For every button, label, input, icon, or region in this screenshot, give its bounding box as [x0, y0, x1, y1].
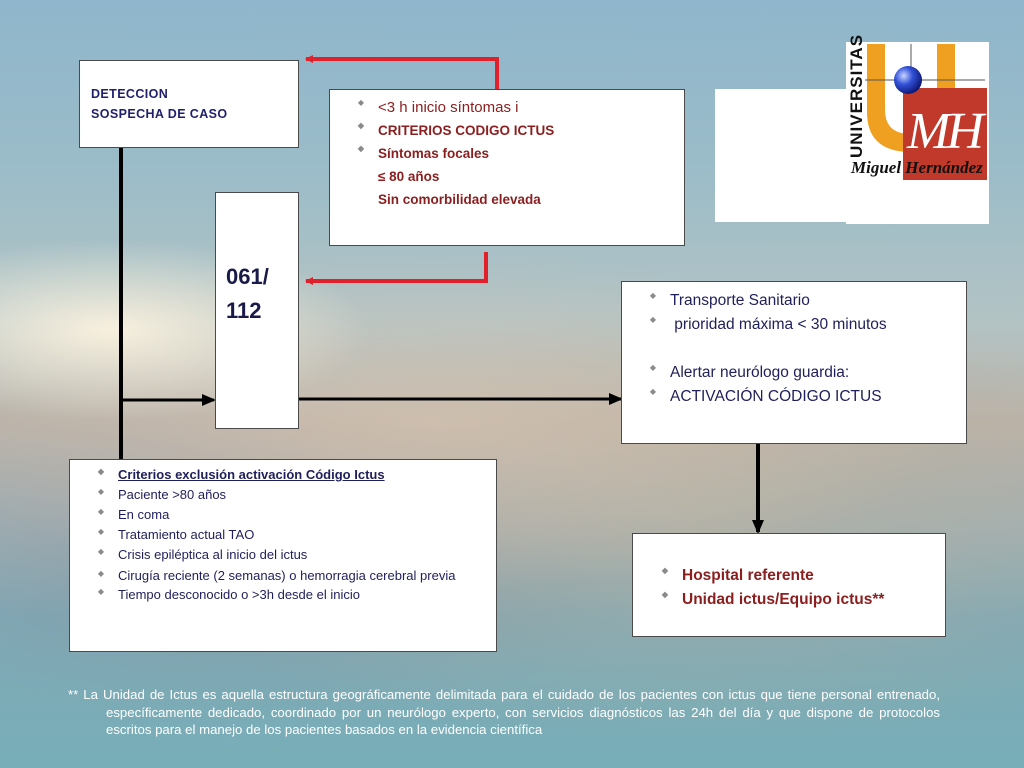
bullet-icon: ◆: [357, 121, 365, 130]
list-item: Sin comorbilidad elevada: [378, 192, 541, 207]
transport-box: [621, 281, 967, 444]
bullet-icon: ◆: [649, 291, 657, 300]
bullet-icon: ◆: [357, 98, 365, 107]
list-item: ◆ <3 h inicio síntomas i: [357, 98, 519, 116]
list-item: ◆ Alertar neurólogo guardia:: [649, 363, 850, 381]
detection-box: [79, 60, 299, 148]
bullet-icon: ◆: [97, 569, 105, 578]
logo-monogram: MH: [907, 103, 980, 160]
exclusion-heading: ◆ Criterios exclusión activación Código Ictus: [97, 467, 385, 482]
list-item: ◆ Transporte Sanitario: [649, 291, 810, 309]
list-item: ◆ prioridad máxima < 30 minutos: [649, 315, 887, 333]
footnote-text: ** La Unidad de Ictus es aquella estructura geográficamente delimitada para el cuidado de los pacientes con ictus que tiene personal entrenado, específicamente dedicado, coordinado por un neurólogo experto, con servicios diagnósticos las 24h del día y que dispone de protocolos escritos para el manejo de los pacientes basados en la evidencia científica: [68, 687, 940, 737]
university-logo: [715, 33, 989, 222]
emergency-number-box: [215, 192, 299, 429]
list-item: ◆ Hospital referente: [661, 566, 814, 584]
bullet-icon: ◆: [357, 144, 365, 153]
list-item: ◆ ACTIVACIÓN CÓDIGO ICTUS: [649, 387, 882, 405]
logo-vertical-text: UNIVERSITAS: [847, 33, 866, 158]
detection-line-1: DETECCION: [91, 87, 169, 101]
criteria-box: [329, 89, 685, 246]
bullet-icon: ◆: [649, 387, 657, 396]
list-item: ◆ En coma: [97, 507, 170, 522]
red-arrow-to-061: [306, 252, 486, 281]
list-item: ◆ Paciente >80 años: [97, 487, 227, 502]
list-item: ≤ 80 años: [378, 169, 440, 184]
bullet-icon: ◆: [97, 547, 105, 556]
list-item: ◆ Tratamiento actual TAO: [97, 527, 255, 542]
exclusion-criteria-box: [69, 459, 497, 652]
bullet-icon: ◆: [661, 590, 669, 599]
emergency-line-1: 061/: [226, 264, 269, 289]
emergency-line-2: 112: [226, 298, 262, 323]
bullet-icon: ◆: [649, 363, 657, 372]
footnote: [68, 686, 940, 739]
bullet-icon: ◆: [97, 467, 105, 476]
bullet-icon: ◆: [97, 487, 105, 496]
bullet-icon: ◆: [97, 507, 105, 516]
bullet-icon: ◆: [661, 566, 669, 575]
detection-line-2: SOSPECHA DE CASO: [91, 107, 228, 121]
list-item: ◆ CRITERIOS CODIGO ICTUS: [357, 121, 555, 138]
bullet-icon: ◆: [649, 315, 657, 324]
logo-name: Miguel Hernández: [851, 158, 983, 177]
list-item: ◆ Tiempo desconocido o >3h desde el inicio: [97, 587, 360, 602]
list-item: ◆ Cirugía reciente (2 semanas) o hemorragia cerebral previa: [97, 568, 456, 583]
list-item: ◆ Crisis epiléptica al inicio del ictus: [97, 547, 308, 562]
red-arrow-to-detection: [306, 59, 497, 90]
list-item: ◆ Unidad ictus/Equipo ictus**: [661, 590, 885, 608]
bullet-icon: ◆: [97, 587, 105, 596]
bullet-icon: ◆: [97, 527, 105, 536]
list-item: ◆ Síntomas focales: [357, 144, 490, 161]
hospital-box: [632, 533, 946, 637]
